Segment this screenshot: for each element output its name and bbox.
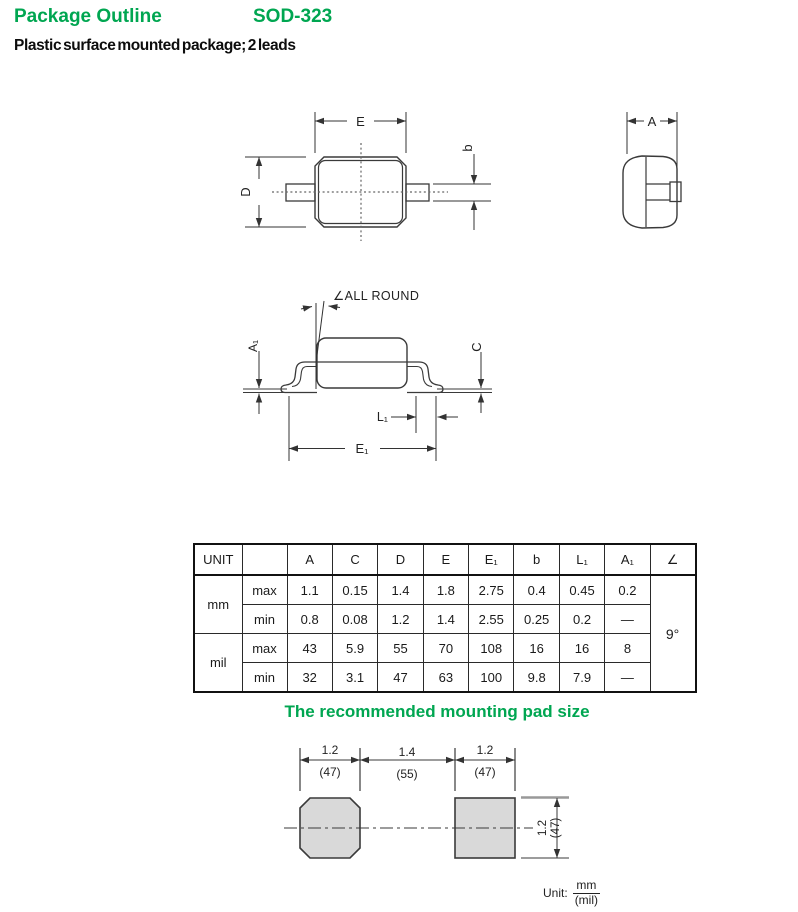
header-A: A bbox=[287, 544, 332, 575]
cell: 5.9 bbox=[332, 634, 377, 663]
pad-right bbox=[455, 798, 515, 858]
cell: 0.45 bbox=[559, 575, 604, 605]
figure-end-view bbox=[623, 112, 681, 228]
table-row bbox=[194, 634, 696, 663]
pad-dim-right-mil: (47) bbox=[474, 765, 496, 779]
cell: 0.8 bbox=[287, 605, 332, 634]
dim-D bbox=[245, 157, 306, 227]
row-label: min bbox=[242, 663, 287, 693]
unit-mm: mm bbox=[194, 575, 242, 634]
header-L1: L₁ bbox=[559, 544, 604, 575]
cell: 43 bbox=[287, 634, 332, 663]
page-subtitle: Plastic surface mounted package; 2 leads bbox=[14, 37, 296, 54]
cell: 1.8 bbox=[423, 575, 468, 605]
dim-b bbox=[433, 154, 491, 230]
dim-L1 bbox=[391, 396, 458, 433]
cell: 70 bbox=[423, 634, 468, 663]
cell: 2.75 bbox=[469, 575, 514, 605]
cell: 108 bbox=[469, 634, 514, 663]
cell: 1.2 bbox=[378, 605, 423, 634]
cell: 1.4 bbox=[423, 605, 468, 634]
cell: 9.8 bbox=[514, 663, 559, 693]
cell: 7.9 bbox=[559, 663, 604, 693]
pad-dim-height-mm: 1.2 bbox=[537, 820, 549, 836]
unit-mil: mil bbox=[194, 634, 242, 693]
figure-top-view bbox=[238, 112, 491, 241]
side-lead-right bbox=[407, 362, 443, 393]
cell: 0.25 bbox=[514, 605, 559, 634]
body-inner-outline bbox=[319, 161, 403, 224]
cell: — bbox=[605, 663, 650, 693]
dimensions-table bbox=[193, 543, 697, 693]
cell: 63 bbox=[423, 663, 468, 693]
header-unit: UNIT bbox=[194, 544, 242, 575]
side-lead-left bbox=[281, 362, 317, 393]
end-lead-tip bbox=[670, 182, 681, 202]
pad-dim-right-mm: 1.2 bbox=[476, 743, 494, 757]
header-angle: ∠ bbox=[650, 544, 695, 575]
header-E1: E₁ bbox=[469, 544, 514, 575]
dim-label-b: b bbox=[460, 144, 475, 152]
row-label: min bbox=[242, 605, 287, 634]
dim-label-L1: L₁ bbox=[376, 410, 388, 424]
page-title: Package Outline bbox=[14, 6, 162, 27]
cell: 47 bbox=[378, 663, 423, 693]
cell: 16 bbox=[514, 634, 559, 663]
cell: 2.55 bbox=[469, 605, 514, 634]
figure-pad-layout bbox=[284, 743, 569, 858]
dim-label-D: D bbox=[238, 187, 253, 197]
pad-dim-ticks bbox=[300, 748, 515, 791]
end-body-outline bbox=[623, 156, 677, 228]
cell: 1.1 bbox=[287, 575, 332, 605]
table-row bbox=[194, 575, 696, 605]
unit-fraction bbox=[573, 879, 600, 908]
row-label: max bbox=[242, 575, 287, 605]
pad-dim-gap-mm: 1.4 bbox=[398, 745, 416, 759]
header-blank bbox=[242, 544, 287, 575]
lead-right bbox=[406, 184, 429, 201]
table-header-row bbox=[194, 544, 696, 575]
unit-note bbox=[543, 879, 600, 908]
angle-value: 9° bbox=[650, 575, 695, 692]
body-outline bbox=[315, 157, 406, 227]
pad-left bbox=[300, 798, 360, 858]
package-name: SOD-323 bbox=[253, 6, 333, 27]
cell: 32 bbox=[287, 663, 332, 693]
cell: 3.1 bbox=[332, 663, 377, 693]
angle-note-label: ∠ALL ROUND bbox=[333, 289, 420, 303]
figure-side-view bbox=[243, 289, 492, 461]
dim-label-A1: A₁ bbox=[246, 339, 260, 353]
angle-callout bbox=[301, 301, 340, 389]
cell: 0.2 bbox=[559, 605, 604, 634]
row-label: max bbox=[242, 634, 287, 663]
unit-numerator: mm bbox=[576, 878, 597, 892]
lead-left bbox=[286, 184, 315, 201]
cell: 55 bbox=[378, 634, 423, 663]
dim-A bbox=[627, 112, 677, 181]
unit-note-label: Unit: bbox=[543, 886, 568, 901]
header-C: C bbox=[332, 544, 377, 575]
cell: 0.2 bbox=[605, 575, 650, 605]
pad-dim-gap-mil: (55) bbox=[396, 767, 418, 781]
cell: 0.15 bbox=[332, 575, 377, 605]
cell: 0.08 bbox=[332, 605, 377, 634]
dim-label-E: E bbox=[356, 114, 365, 129]
centerlines bbox=[272, 143, 448, 241]
table-row bbox=[194, 663, 696, 693]
cell: 0.4 bbox=[514, 575, 559, 605]
dim-pad-height bbox=[521, 798, 569, 859]
pad-section-heading: The recommended mounting pad size bbox=[284, 702, 590, 721]
cell: — bbox=[605, 605, 650, 634]
dim-label-A: A bbox=[647, 114, 657, 129]
dim-E bbox=[315, 112, 406, 153]
header-D: D bbox=[378, 544, 423, 575]
side-body-outline bbox=[317, 338, 407, 388]
pad-dim-height-mil: (47) bbox=[550, 817, 562, 839]
dim-label-E1: E₁ bbox=[355, 441, 369, 456]
header-E: E bbox=[423, 544, 468, 575]
cell: 1.4 bbox=[378, 575, 423, 605]
pad-dim-left-mil: (47) bbox=[319, 765, 341, 779]
table-row bbox=[194, 605, 696, 634]
cell: 16 bbox=[559, 634, 604, 663]
header-b: b bbox=[514, 544, 559, 575]
cell: 100 bbox=[469, 663, 514, 693]
dim-label-C: C bbox=[469, 342, 484, 352]
header-A1: A₁ bbox=[605, 544, 650, 575]
dim-E1 bbox=[289, 396, 436, 461]
seating-plane-lines bbox=[243, 389, 492, 393]
cell: 8 bbox=[605, 634, 650, 663]
pad-dim-left-mm: 1.2 bbox=[321, 743, 339, 757]
unit-denominator: (mil) bbox=[574, 892, 599, 907]
